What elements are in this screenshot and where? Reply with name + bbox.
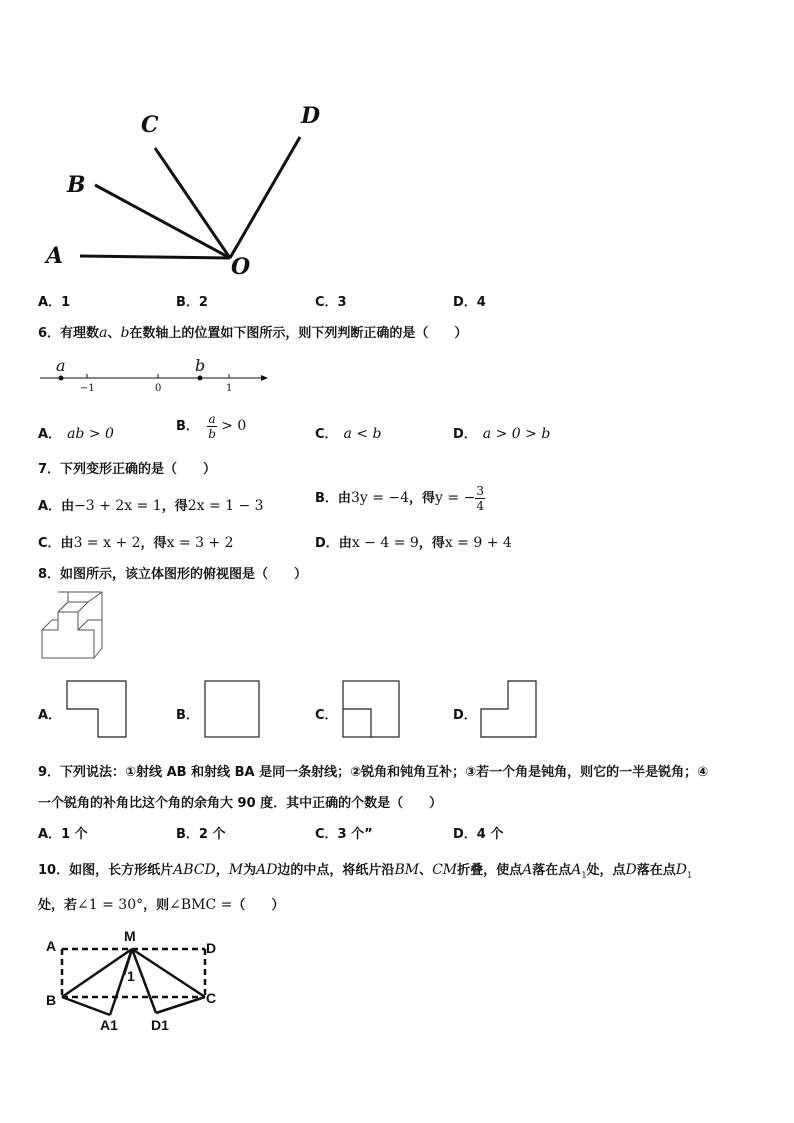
label-b: B [67, 172, 86, 198]
ray-oa [80, 256, 230, 258]
label-c: C [141, 112, 159, 138]
q10-label-c: C [206, 990, 217, 1006]
ray-ob [95, 185, 230, 258]
q10-label-d1: D1 [151, 1017, 169, 1033]
q8-stem: 8．如图所示，该立体图形的俯视图是（ ） [38, 567, 308, 582]
q9-option-d: D．4 个 [453, 827, 504, 842]
label-o: O [231, 254, 251, 280]
tick-label-neg1: −1 [80, 383, 95, 394]
q10-line2: 处，若∠1 = 30°，则∠BMC =（ ） [38, 897, 285, 913]
q9-option-a: A．1 个 [38, 827, 88, 842]
q5-angle-figure [0, 0, 794, 300]
q6-option-a: A． ab > 0 [38, 426, 114, 442]
q9-option-b: B．2 个 [176, 827, 226, 842]
q10-label-d: D [206, 940, 217, 956]
q5-option-a: A．1 [38, 295, 71, 310]
q7-option-b: B．由3y = −4，得y = − $\frac{3}{4}$ [315, 484, 484, 513]
point-b [198, 376, 203, 381]
number-line-label-b: b [195, 356, 206, 375]
q5-option-b: B．2 [176, 295, 208, 310]
q9-option-c: C．3 个” [315, 827, 373, 842]
tick-label-1: 1 [226, 383, 233, 394]
q10-label-b: B [46, 992, 57, 1008]
q10-label-angle1: 1 [127, 968, 135, 984]
q9-line2: 一个锐角的补角比这个角的余角大 90 度．其中正确的个数是（ ） [38, 796, 443, 811]
q8-option-a-shape [64, 678, 134, 743]
q6-option-c: C． a < b [315, 426, 382, 442]
number-line-label-a: a [56, 356, 66, 375]
ray-od [230, 137, 300, 258]
q7-option-a: A．由−3 + 2x = 1，得2x = 1 − 3 [38, 498, 264, 514]
q10-fold-figure [40, 935, 260, 1035]
point-a [59, 376, 64, 381]
q6-option-b: B． $\frac{a}{b}$ > 0 [176, 412, 247, 441]
q7-stem: 7．下列变形正确的是（ ） [38, 462, 217, 477]
q7-option-c: C．由3 = x + 2，得x = 3 + 2 [38, 535, 234, 551]
q10-label-a1: A1 [100, 1017, 118, 1033]
q8-option-c-label: C． [315, 708, 338, 723]
q8-solid-figure [38, 590, 128, 670]
q8-option-b-shape [202, 678, 272, 743]
q6-stem: 6．有理数a、b在数轴上的位置如下图所示，则下列判断正确的是（ ） [38, 325, 468, 341]
label-d: D [301, 103, 321, 129]
q8-option-a-label: A． [38, 708, 62, 723]
q8-option-b-label: B． [176, 708, 199, 723]
label-a: A [46, 243, 64, 269]
q6-option-d: D． a > 0 > b [453, 426, 551, 442]
q8-option-d-shape [478, 678, 548, 743]
q8-option-c-shape [340, 678, 410, 743]
q10-line1: 10．如图，长方形纸片ABCD，M为AD边的中点，将纸片沿BM、CM折叠，使点A落在点$A_1$处，点D落在点$D_1$ [38, 862, 693, 880]
q10-label-m: M [124, 928, 136, 944]
q10-label-a: A [46, 938, 57, 954]
number-line [30, 360, 330, 400]
ray-oc [155, 148, 230, 258]
q9-line1: 9．下列说法：①射线 AB 和射线 BA 是同一条射线；②锐角和钝角互补；③若一个角是钝角，则它的一半是锐角；④ [38, 765, 709, 780]
q5-option-c: C．3 [315, 295, 347, 310]
q8-option-d-label: D． [453, 708, 477, 723]
q5-option-d: D．4 [453, 295, 486, 310]
tick-label-0: 0 [155, 383, 162, 394]
q7-option-d: D．由x − 4 = 9，得x = 9 + 4 [315, 535, 512, 551]
